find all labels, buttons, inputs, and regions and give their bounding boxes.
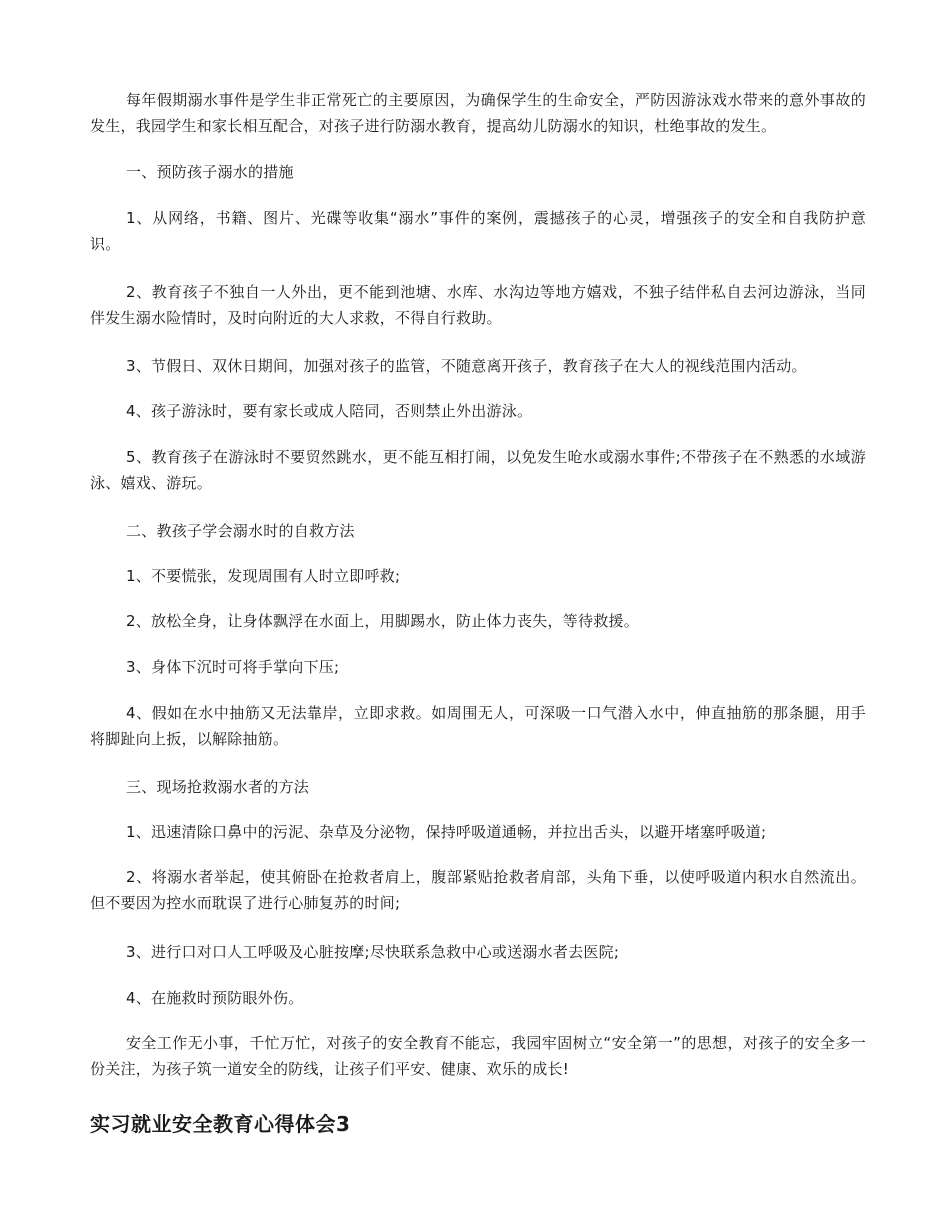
rescue-item-3: 3、进行口对口人工呼吸及心脏按摩;尽快联系急救中心或送溺水者去医院; — [126, 943, 620, 961]
rescue-item-1: 1、迅速清除口鼻中的污泥、杂草及分泌物，保持呼吸道通畅，并拉出舌头，以避开堵塞呼吸道; — [126, 823, 767, 841]
intro-paragraph: 每年假期溺水事件是学生非正常死亡的主要原因，为确保学生的生命安全，严防因游泳戏水带来的意外事故的发生，我园学生和家长相互配合，对孩子进行防溺水教育，提高幼儿防溺水的知识，杜绝事故的发生。 — [90, 91, 866, 135]
self-rescue-item-2: 2、放松全身，让身体飘浮在水面上，用脚踢水，防止体力丧失，等待救援。 — [126, 612, 640, 630]
measure-item-1: 1、从网络，书籍、图片、光碟等收集“溺水”事件的案例，震撼孩子的心灵，增强孩子的安全和自我防护意识。 — [90, 209, 866, 253]
self-rescue-item-4: 4、假如在水中抽筋又无法靠岸，立即求救。如周围无人，可深吸一口气潜入水中，伸直抽筋的那条腿，用手将脚趾向上扳，以解除抽筋。 — [90, 704, 866, 748]
measure-item-5: 5、教育孩子在游泳时不要贸然跳水，更不能互相打闹，以免发生呛水或溺水事件;不带孩子在不熟悉的水域游泳、嬉戏、游玩。 — [90, 448, 866, 492]
rescue-item-4: 4、在施救时预防眼外伤。 — [126, 989, 304, 1007]
closing-paragraph: 安全工作无小事，千忙万忙，对孩子的安全教育不能忘，我园牢固树立“安全第一”的思想，对孩子的安全多一份关注，为孩子筑一道安全的防线，让孩子们平安、健康、欢乐的成长! — [90, 1034, 866, 1078]
rescue-item-2: 2、将溺水者举起，使其俯卧在抢救者肩上，腹部紧贴抢救者肩部，头角下垂，以使呼吸道内积水自然流出。但不要因为控水而耽误了进行心肺复苏的时间; — [90, 868, 866, 912]
measure-item-2: 2、教育孩子不独自一人外出，更不能到池塘、水库、水沟边等地方嬉戏，不独子结伴私自去河边游泳，当同伴发生溺水险情时，及时向附近的大人求救，不得自行救助。 — [90, 283, 866, 327]
section-title: 实习就业安全教育心得体会3 — [90, 1112, 351, 1136]
self-rescue-item-1: 1、不要慌张，发现周围有人时立即呼救; — [126, 567, 401, 585]
section-three-heading: 三、现场抢救溺水者的方法 — [126, 778, 310, 796]
section-two-heading: 二、教孩子学会溺水时的自救方法 — [126, 522, 355, 540]
measure-item-4: 4、孩子游泳时，要有家长或成人陪同，否则禁止外出游泳。 — [126, 402, 533, 420]
section-one-heading: 一、预防孩子溺水的措施 — [126, 163, 294, 181]
self-rescue-item-3: 3、身体下沉时可将手掌向下压; — [126, 658, 340, 676]
measure-item-3: 3、节假日、双休日期间，加强对孩子的监管，不随意离开孩子，教育孩子在大人的视线范围内活动。 — [126, 357, 807, 375]
